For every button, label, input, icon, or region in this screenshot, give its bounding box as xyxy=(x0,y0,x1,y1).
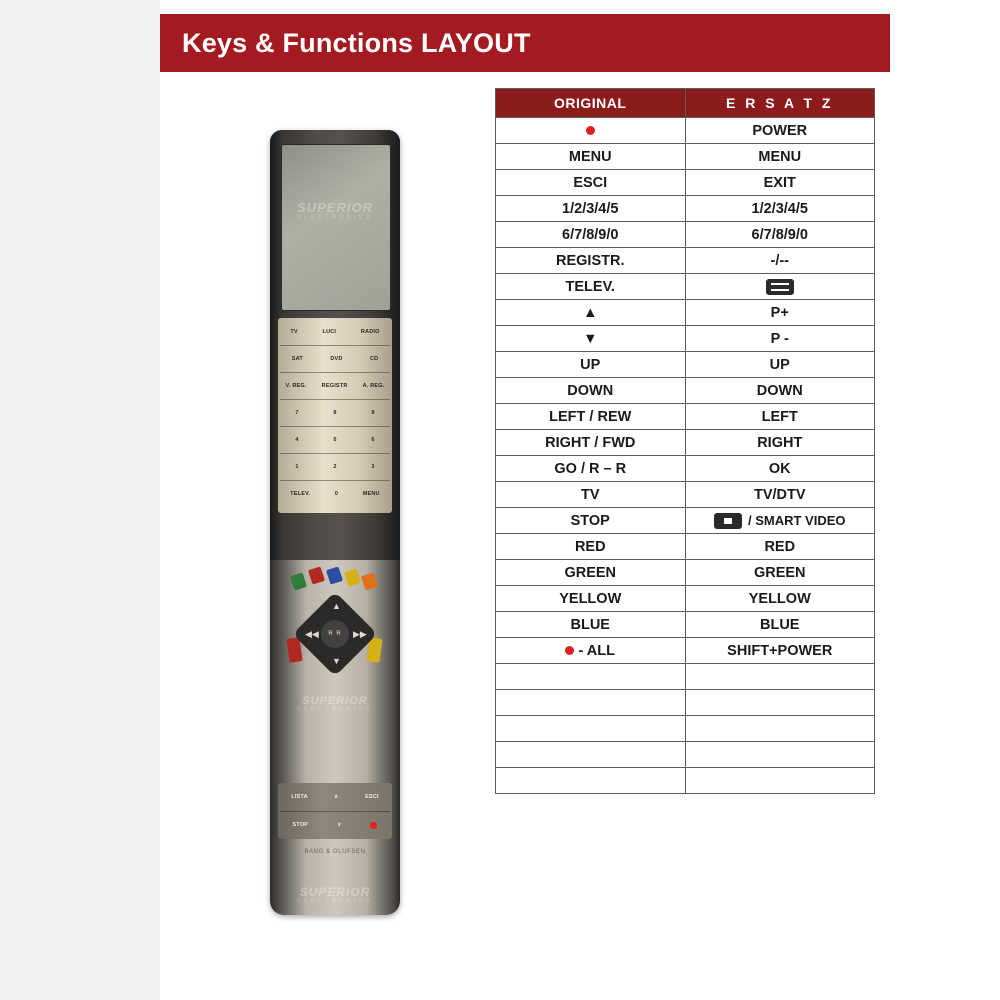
key-mapping-table xyxy=(495,88,875,794)
remote-body xyxy=(270,130,400,915)
cell-ersatz xyxy=(685,716,875,742)
key-3[interactable]: 3 xyxy=(371,464,375,470)
table-row xyxy=(496,482,875,508)
table-row xyxy=(496,144,875,170)
cell-ersatz: YELLOW xyxy=(685,586,875,612)
key-v-reg[interactable]: V. REG. xyxy=(285,383,307,389)
cell-original: REGISTR. xyxy=(496,248,686,274)
cell-original: TELEV. xyxy=(496,274,686,300)
remote-row-789[interactable] xyxy=(278,401,392,425)
cell-ersatz: RED xyxy=(685,534,875,560)
table-row xyxy=(496,196,875,222)
red-dot-icon xyxy=(586,126,595,135)
cell-ersatz xyxy=(685,742,875,768)
table-row xyxy=(496,326,875,352)
watermark-bottom: SUPERIOR ELECTRONICS xyxy=(297,885,373,905)
cell-original: ESCI xyxy=(496,170,686,196)
key-1[interactable]: 1 xyxy=(295,464,299,470)
cell-ersatz: TV/DTV xyxy=(685,482,875,508)
key-up-chevron-icon[interactable]: ∧ xyxy=(334,794,339,800)
key-radio[interactable]: RADIO xyxy=(360,329,380,335)
cell-ersatz: 6/7/8/9/0 xyxy=(685,222,875,248)
table-row xyxy=(496,664,875,690)
cell-ersatz: -/-- xyxy=(685,248,875,274)
remote-row-source-1[interactable] xyxy=(278,320,392,344)
cell-ersatz xyxy=(685,690,875,716)
table-row xyxy=(496,534,875,560)
row-divider xyxy=(280,480,390,481)
table-row xyxy=(496,170,875,196)
table-row xyxy=(496,586,875,612)
cell-ersatz: OK xyxy=(685,456,875,482)
row-divider xyxy=(280,399,390,400)
table-row xyxy=(496,274,875,300)
row-divider xyxy=(280,453,390,454)
cell-ersatz: GREEN xyxy=(685,560,875,586)
cell-original xyxy=(496,768,686,794)
cell-ersatz: 1/2/3/4/5 xyxy=(685,196,875,222)
cell-ersatz: POWER xyxy=(685,118,875,144)
cell-original: DOWN xyxy=(496,378,686,404)
key-8[interactable]: 8 xyxy=(333,410,337,416)
key-orange[interactable] xyxy=(361,572,378,590)
key-5[interactable]: 5 xyxy=(333,437,337,443)
cell-original: STOP xyxy=(496,508,686,534)
table-row xyxy=(496,430,875,456)
red-dot-icon xyxy=(565,646,574,655)
cell-original: MENU xyxy=(496,144,686,170)
remote-row-register[interactable] xyxy=(278,374,392,398)
table-row xyxy=(496,456,875,482)
row-divider xyxy=(280,426,390,427)
cell-ersatz: BLUE xyxy=(685,612,875,638)
table-row xyxy=(496,716,875,742)
dpad[interactable] xyxy=(301,600,369,670)
table-header-row xyxy=(496,89,875,118)
key-tv[interactable]: TV xyxy=(290,329,298,335)
dpad-left-icon[interactable]: ◀◀ xyxy=(305,629,319,639)
navigation-cluster xyxy=(270,560,400,800)
content-area xyxy=(160,0,1000,1000)
key-stop[interactable]: STOP xyxy=(292,822,309,828)
cell-original xyxy=(496,638,686,664)
table-row xyxy=(496,638,875,664)
table-row xyxy=(496,300,875,326)
cell-ersatz: P+ xyxy=(685,300,875,326)
cell-ersatz-label: / SMART VIDEO xyxy=(747,513,846,528)
cell-original: TV xyxy=(496,482,686,508)
row-divider xyxy=(280,372,390,373)
key-telev[interactable]: TELEV. xyxy=(290,491,311,497)
remote-row-source-2[interactable] xyxy=(278,347,392,371)
row-divider xyxy=(280,345,390,346)
cell-ersatz xyxy=(685,508,875,534)
brand-label: BANG & OLUFSEN xyxy=(304,849,366,855)
cell-ersatz: SHIFT+POWER xyxy=(685,638,875,664)
cell-original xyxy=(496,690,686,716)
cell-ersatz xyxy=(685,664,875,690)
watermark-middle: SUPERIOR ELECTRONICS xyxy=(297,695,373,713)
left-margin-strip xyxy=(0,0,161,1000)
stop-icon xyxy=(714,513,742,529)
key-7[interactable]: 7 xyxy=(295,410,299,416)
cell-original: ▲ xyxy=(496,300,686,326)
key-6[interactable]: 6 xyxy=(371,437,375,443)
remote-illustration xyxy=(270,130,410,920)
cell-ersatz xyxy=(685,274,875,300)
remote-row-telev-0-menu[interactable] xyxy=(278,482,392,506)
cell-original: YELLOW xyxy=(496,586,686,612)
cell-ersatz xyxy=(685,768,875,794)
table-row xyxy=(496,508,875,534)
header-bar xyxy=(160,14,890,72)
cell-original: RED xyxy=(496,534,686,560)
cell-original xyxy=(496,716,686,742)
table-row xyxy=(496,352,875,378)
cell-original: BLUE xyxy=(496,612,686,638)
key-9[interactable]: 9 xyxy=(371,410,375,416)
key-4[interactable]: 4 xyxy=(295,437,299,443)
dpad-ok-button[interactable]: R R xyxy=(321,620,349,648)
cell-original xyxy=(496,742,686,768)
remote-row-123[interactable] xyxy=(278,455,392,479)
table-row xyxy=(496,404,875,430)
cell-original xyxy=(496,664,686,690)
remote-row-lista[interactable] xyxy=(278,785,392,809)
table-row xyxy=(496,768,875,794)
key-dvd[interactable]: DVD xyxy=(330,356,343,362)
column-header-original: ORIGINAL xyxy=(496,89,686,118)
cell-ersatz: RIGHT xyxy=(685,430,875,456)
key-power-dot-icon[interactable] xyxy=(370,822,377,829)
table-row xyxy=(496,222,875,248)
cell-original: LEFT / REW xyxy=(496,404,686,430)
remote-row-456[interactable] xyxy=(278,428,392,452)
cell-original: GREEN xyxy=(496,560,686,586)
cell-original: 1/2/3/4/5 xyxy=(496,196,686,222)
dpad-up-icon[interactable]: ▲ xyxy=(332,601,341,611)
key-luci[interactable]: LUCI xyxy=(322,329,337,335)
key-blue[interactable] xyxy=(326,566,343,584)
table-row xyxy=(496,378,875,404)
column-header-ersatz: E R S A T Z xyxy=(685,89,875,118)
cell-ersatz: MENU xyxy=(685,144,875,170)
table-row xyxy=(496,118,875,144)
key-menu[interactable]: MENU xyxy=(362,491,380,497)
key-cd[interactable]: CD xyxy=(369,356,379,362)
remote-display-screen xyxy=(281,144,391,311)
key-a-reg[interactable]: A. REG. xyxy=(362,383,385,389)
cell-ersatz: DOWN xyxy=(685,378,875,404)
key-green[interactable] xyxy=(290,572,307,590)
key-registr[interactable]: REGISTR xyxy=(321,383,348,389)
key-sat[interactable]: SAT xyxy=(291,356,303,362)
table-row xyxy=(496,560,875,586)
cell-original: 6/7/8/9/0 xyxy=(496,222,686,248)
table-row xyxy=(496,612,875,638)
key-2[interactable]: 2 xyxy=(333,464,337,470)
tv-icon xyxy=(766,279,794,295)
cell-original xyxy=(496,118,686,144)
table-row xyxy=(496,742,875,768)
cell-original: RIGHT / FWD xyxy=(496,430,686,456)
table-row xyxy=(496,690,875,716)
page-title: Keys & Functions LAYOUT xyxy=(182,27,531,58)
key-lista[interactable]: LISTA xyxy=(291,794,308,800)
cell-original-label: - ALL xyxy=(578,642,615,659)
cell-ersatz: LEFT xyxy=(685,404,875,430)
table-row xyxy=(496,248,875,274)
key-down-chevron-icon[interactable]: ∨ xyxy=(337,822,342,828)
row-divider xyxy=(280,811,390,812)
cell-ersatz: P - xyxy=(685,326,875,352)
watermark-top: SUPERIOR ELECTRONICS xyxy=(297,200,373,221)
cell-original: ▼ xyxy=(496,326,686,352)
remote-row-stop[interactable] xyxy=(278,813,392,837)
dpad-right-icon[interactable]: ▶▶ xyxy=(353,629,367,639)
key-0[interactable]: 0 xyxy=(334,491,339,497)
key-red[interactable] xyxy=(308,566,325,584)
cell-ersatz: EXIT xyxy=(685,170,875,196)
key-yellow[interactable] xyxy=(344,568,361,586)
dpad-down-icon[interactable]: ▼ xyxy=(332,656,341,666)
cell-ersatz: UP xyxy=(685,352,875,378)
key-esci[interactable]: ESCI xyxy=(365,794,379,800)
cell-original: GO / R – R xyxy=(496,456,686,482)
cell-original: UP xyxy=(496,352,686,378)
